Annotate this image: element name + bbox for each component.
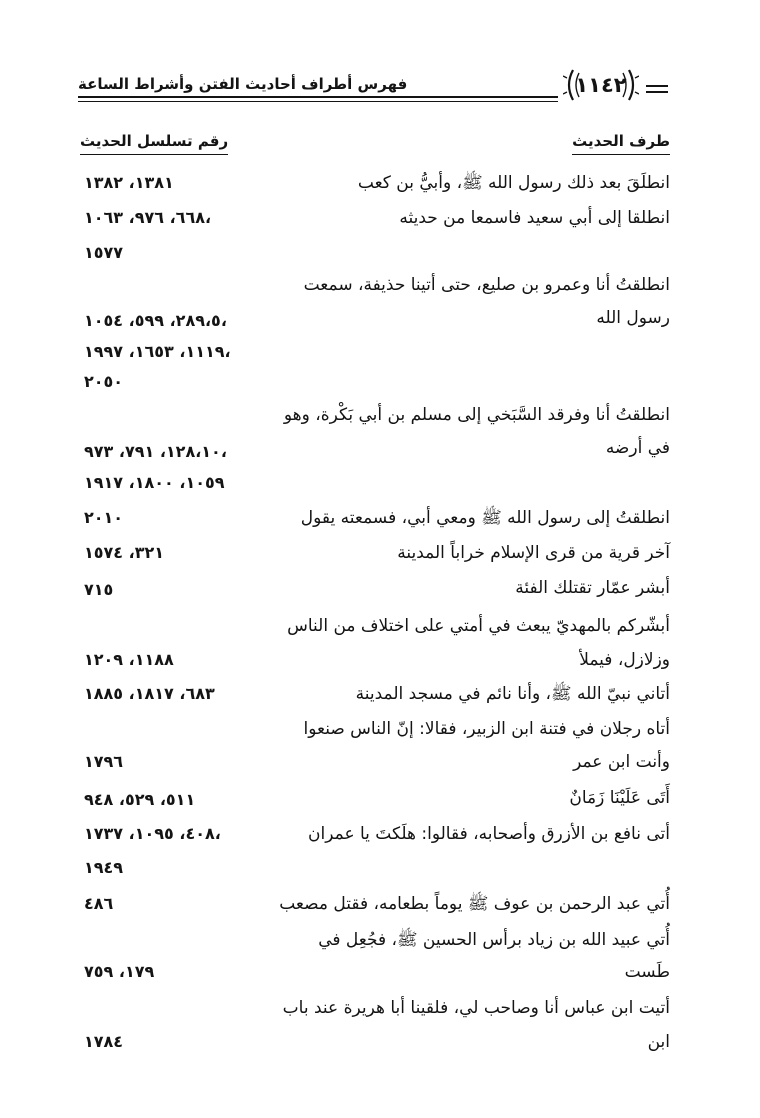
entry-number-line: ١١٨٨، ١٢٠٩ (84, 650, 174, 669)
header-rule-top (78, 96, 558, 98)
entry-number-line: ٢٠٥٠ (84, 372, 124, 391)
badge-dash-top (646, 85, 668, 87)
entry-number-line: ٢٨٩،٥، ٥٩٩، ١٠٥٤، (84, 311, 227, 330)
entry-text-line: انطلَقَ بعد ذلك رسول الله ﷺ، وأبيُّ بن كعب (357, 173, 670, 193)
entry-text-line: في أرضه (605, 438, 670, 458)
entry-number-line: ٤٨٦ (84, 894, 114, 913)
page-number: ١١٤٢ (575, 73, 627, 97)
entry-number-line: ١٠٥٩، ١٨٠٠، ١٩١٧ (84, 473, 225, 492)
entry-text-line: انطلقتُ إلى رسول الله ﷺ ومعي أبي، فسمعته يقول (300, 508, 670, 528)
entry-number-line: ٦٦٨، ٩٧٦، ١٠٦٣، (84, 208, 212, 227)
entry-text-line: أتيت ابن عباس أنا وصاحب لي، فلقينا أبا هريرة عند باب (282, 998, 670, 1018)
entry-text-line: انطلقتُ أنا وعمرو بن صليع، حتى أتينا حذيفة، سمعت (303, 275, 670, 295)
entry-number-line: ٥١١، ٥٢٩، ٩٤٨ (84, 790, 196, 809)
badge-dash-bottom (646, 91, 668, 93)
entry-text-line: انطلقتُ أنا وفرقد السَّبَخي إلى مسلم بن أبي بَكْرة، وهو (283, 405, 670, 425)
entry-number-line: ١٢٨،١٠، ٧٩١، ٩٧٣، (84, 442, 227, 461)
entry-text-line: أَتَى عَلَيْنَا زَمَانٌ (569, 788, 670, 808)
entry-text-line: أبشّركم بالمهديّ يبعث في أمتي على اختلاف من الناس (287, 616, 670, 636)
entry-text-line: وأنت ابن عمر (573, 752, 670, 772)
entry-number-line: ١٣٨١، ١٣٨٢ (84, 173, 174, 192)
entry-number-line: ١٩٤٩ (84, 858, 124, 877)
entry-text-line: رسول الله (596, 308, 670, 328)
entry-number-line: ١٧٩، ٧٥٩ (84, 962, 155, 981)
entry-number-line: ٣٢١، ١٥٧٤ (84, 543, 165, 562)
entry-number-line: ١٧٨٤ (84, 1032, 124, 1051)
entry-text-line: طَست (624, 962, 670, 982)
entry-text-line: آخر قرية من قرى الإسلام خراباً المدينة (397, 543, 670, 563)
column-heading-number: رقم تسلسل الحديث (80, 132, 228, 155)
entry-number-line: ١١١٩، ١٦٥٣، ١٩٩٧، (84, 342, 231, 361)
running-header-title: فهرس أطراف أحاديث الفتن وأشراط الساعة (78, 75, 408, 93)
page-number-badge (563, 66, 639, 104)
entry-number-line: ٦٨٣، ١٨١٧، ١٨٨٥ (84, 684, 215, 703)
entry-number-line: ٧١٥ (84, 580, 114, 599)
entry-text-line: أبشر عمّار تقتلك الفئة (515, 578, 670, 598)
entry-number-line: ٤٠٨، ١٠٩٥، ١٧٣٧، (84, 824, 221, 843)
entry-number-line: ١٧٩٦ (84, 752, 124, 771)
entry-text-line: انطلقا إلى أبي سعيد فاسمعا من حديثه (399, 208, 670, 228)
entry-text-line: وزلازل، فيملأ (579, 650, 670, 670)
entry-number-line: ١٥٧٧ (84, 243, 124, 262)
entry-number-line: ٢٠١٠ (84, 508, 124, 527)
header-rule-bottom (78, 101, 558, 102)
entry-text-line: أتى نافع بن الأزرق وأصحابه، فقالوا: هلَكتَ يا عمران (308, 824, 670, 844)
entry-text-line: أُتي عبد الرحمن بن عوف ﷺ يوماً بطعامه، فقتل مصعب (279, 894, 670, 914)
entry-text-line: أُتي عبيد الله بن زياد برأس الحسين ﷺ، فجُعِل في (318, 930, 670, 950)
entry-text-line: أتاه رجلان في فتنة ابن الزبير، فقالا: إنّ الناس صنعوا (303, 719, 670, 739)
entry-text-line: أتاني نبيّ الله ﷺ، وأنا نائم في مسجد المدينة (355, 684, 670, 704)
column-heading-hadith: طرف الحديث (572, 132, 670, 155)
entry-text-line: ابن (647, 1032, 670, 1052)
